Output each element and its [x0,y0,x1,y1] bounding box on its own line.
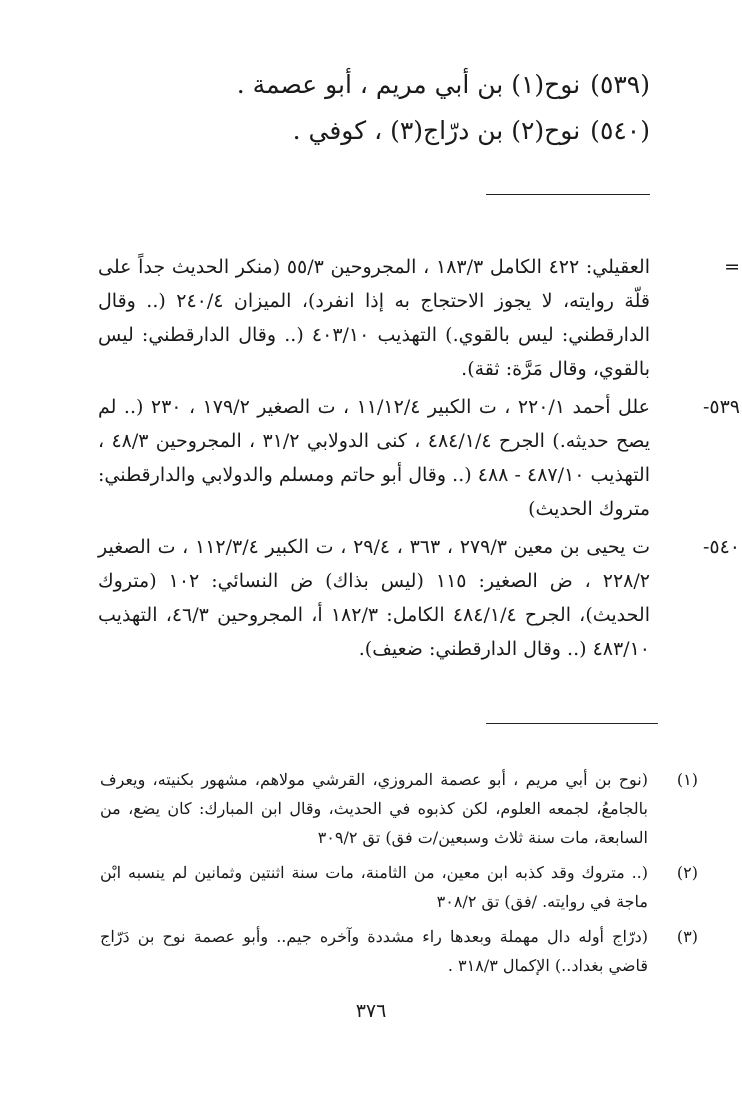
footnotes [100,765,698,980]
footnote-text: (.. متروك وقد كذبه ابن معين، من الثامنة، مات سنة اثنتين وثمانين لم ينسبه ابْن ماجة في روايته. /فق) تق ٣٠٨/٢ [100,863,648,911]
footnote-marker: (٢) [676,863,698,882]
entry-list [90,62,650,154]
page-number: ٣٧٦ [355,1000,387,1022]
note-539 [98,390,740,526]
note-text: ت يحيى بن معين ٢٧٩/٣ ، ٣٦٣ ، ٢٩/٤ ، ت الكبير ١١٢/٣/٤ ، ت الصغير ٢٢٨/٢ ، ض الصغير: ١١٥ (ليس بذاك) ض النسائي: ١٠٢ (متروك الحديث)، الجرح ٤٨٤/١/٤ الكامل: ١٨٢/٣ أ، المجروحين ٤٦/٣، التهذيب ٤٨٣/١٠ (.. وقال الدارقطني: ضعيف). [98,536,650,660]
note-continued [98,250,740,386]
footnote-text: (نوح بن أبي مريم ، أبو عصمة المروزي، القرشي مولاهم، مشهور بكنيته، ويعرف بالجامعُ، لجمعه العلوم، لكن كذبوه في الحديث، وقال ابن المبارك: كان يضع، من السابعة، مات سنة ثلاث وسبعين/ت فق) تق ٣٠٩/٢ [100,770,648,847]
entry-540 [90,108,650,154]
footnote-marker: (٣) [676,927,698,946]
entry-number: (٥٣٩) [590,70,650,99]
note-marker: = [724,256,740,278]
footnote-2 [100,858,698,916]
note-marker: ٥٤٠- [702,536,740,558]
footnote-text: (درّاج أوله دال مهملة وبعدها راء مشددة وآخره جيم.. وأبو عصمة نوح بن دَرّاج قاضي بغداد..) الإكمال ٣١٨/٣ . [100,927,648,975]
note-text: علل أحمد ٢٢٠/١ ، ت الكبير ١١/١٢/٤ ، ت الصغير ١٧٩/٢ ، ٢٣٠ (.. لم يصح حديثه.) الجرح ٤٨٤/١/٤ ، كنى الدولابي ٣١/٢ ، المجروحين ٤٨/٣ ، التهذيب ٤٨٧/١٠ - ٤٨٨ (.. وقال أبو حاتم ومسلم والدولابي والدارقطني: متروك الحديث) [98,396,651,520]
entry-539 [90,62,650,108]
section-divider [486,194,650,195]
entry-text: نوح(١) بن أبي مريم ، أبو عصمة . [236,70,581,99]
entry-number: (٥٤٠) [590,116,650,145]
footnote-1 [100,765,698,852]
footnote-divider [486,723,658,724]
footnote-3 [100,922,698,980]
entry-text: نوح(٢) بن درّاج(٣) ، كوفي . [292,116,581,145]
note-text: العقيلي: ٤٢٢ الكامل ١٨٣/٣ ، المجروحين ٥٥/٣ (منكر الحديث جداً على قلّة روايته، لا يجوز الاحتجاج به إذا انفرد)، الميزان ٢٤٠/٤ (.. وقال الدارقطني: ليس بالقوي.) التهذيب ٤٠٣/١٠ (.. وقال الدارقطني: ليس بالقوي، وقال مَرَّة: ثقة). [98,256,650,380]
footnote-marker: (١) [676,770,698,789]
note-540 [98,530,740,666]
note-marker: ٥٣٩- [702,396,740,418]
reference-notes [98,250,740,666]
